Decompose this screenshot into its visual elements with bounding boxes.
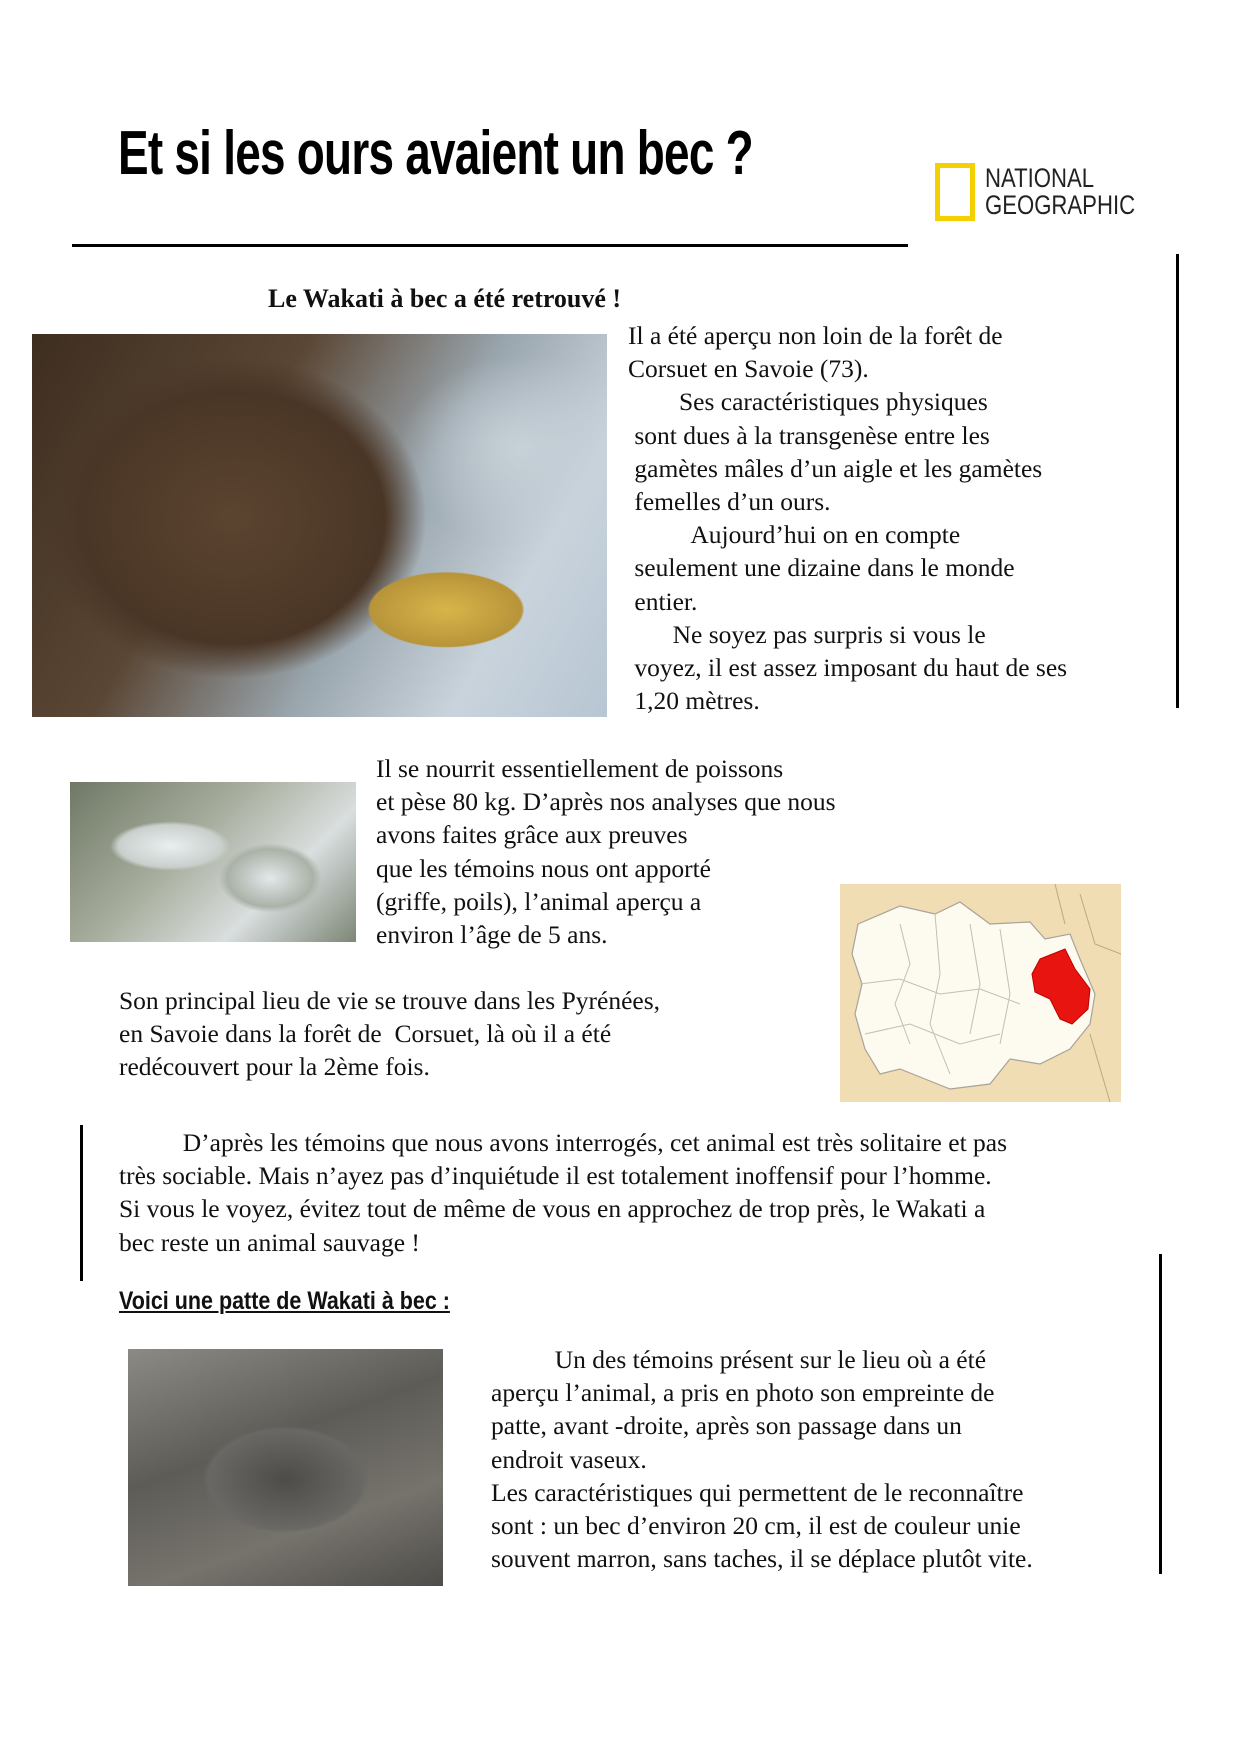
text-line: en Savoie dans la forêt de Corsuet, là où il a été <box>119 1019 612 1049</box>
text-line: seulement une dizaine dans le monde <box>628 553 1015 583</box>
beaked-bear-photo <box>32 334 607 717</box>
text-line: Un des témoins présent sur le lieu où a été <box>491 1345 987 1374</box>
text-line: et pèse 80 kg. D’après nos analyses que nous <box>376 787 836 817</box>
paw-paragraph <box>491 1343 1033 1575</box>
map-svg <box>840 884 1121 1102</box>
diet-paragraph <box>376 752 836 951</box>
paw-print-photo <box>128 1349 443 1586</box>
logo-line-2: GEOGRAPHIC <box>985 190 1136 220</box>
intro-paragraph <box>628 319 1067 717</box>
text-line: sont dues à la transgenèse entre les <box>628 420 990 450</box>
text-line: Il se nourrit essentiellement de poissons <box>376 754 784 783</box>
text-line: redécouvert pour la 2ème fois. <box>119 1052 430 1082</box>
text-line: Son principal lieu de vie se trouve dans les Pyrénées, <box>119 986 661 1015</box>
text-line: endroit vaseux. <box>491 1444 647 1474</box>
text-line: bec reste un animal sauvage ! <box>119 1227 420 1257</box>
fish-photo <box>70 782 356 942</box>
text-line: Ne soyez pas surpris si vous le <box>628 619 986 649</box>
text-line: sont : un bec d’environ 20 cm, il est de couleur unie <box>491 1510 1021 1540</box>
text-line: Corsuet en Savoie (73). <box>628 354 869 384</box>
text-line: environ l’âge de 5 ans. <box>376 919 608 949</box>
habitat-paragraph <box>119 984 660 1084</box>
page-title: Et si les ours avaient un bec ? <box>118 119 753 188</box>
text-line: souvent marron, sans taches, il se déplace plutôt vite. <box>491 1544 1033 1574</box>
article-subtitle: Le Wakati à bec a été retrouvé ! <box>268 284 622 313</box>
national-geographic-logo <box>935 163 1135 223</box>
right-border-line-top <box>1176 254 1179 708</box>
text-line: Ses caractéristiques physiques <box>628 387 988 417</box>
right-border-line-bottom <box>1159 1254 1162 1574</box>
logo-yellow-frame-icon <box>935 163 975 221</box>
text-line: aperçu l’animal, a pris en photo son empreinte de <box>491 1378 995 1408</box>
text-line: gamètes mâles d’un aigle et les gamètes <box>628 453 1043 483</box>
region-map <box>840 884 1121 1102</box>
text-line: avons faites grâce aux preuves <box>376 820 688 850</box>
text-line: Si vous le voyez, évitez tout de même de vous en approchez de trop près, le Wakati a <box>119 1194 986 1224</box>
text-line: très sociable. Mais n’ayez pas d’inquiétude il est totalement inoffensif pour l’homme. <box>119 1161 992 1191</box>
text-line: (griffe, poils), l’animal aperçu a <box>376 886 702 916</box>
text-line: Il a été aperçu non loin de la forêt de <box>628 321 1003 350</box>
left-border-line <box>80 1125 83 1281</box>
text-line: que les témoins nous ont apporté <box>376 853 711 883</box>
title-divider <box>72 244 908 247</box>
text-line: Les caractéristiques qui permettent de le reconnaître <box>491 1477 1024 1507</box>
text-line: voyez, il est assez imposant du haut de ses <box>628 652 1068 682</box>
text-line: 1,20 mètres. <box>628 686 760 716</box>
text-line: entier. <box>628 586 698 616</box>
text-line: D’après les témoins que nous avons interrogés, cet animal est très solitaire et pas <box>119 1128 1008 1157</box>
text-line: femelles d’un ours. <box>628 486 831 516</box>
text-line: patte, avant -droite, après son passage dans un <box>491 1411 962 1441</box>
behavior-paragraph <box>119 1126 1007 1259</box>
paw-section-heading: Voici une patte de Wakati à bec : <box>119 1287 450 1315</box>
logo-line-1: NATIONAL <box>985 163 1095 193</box>
text-line: Aujourd’hui on en compte <box>628 520 961 550</box>
